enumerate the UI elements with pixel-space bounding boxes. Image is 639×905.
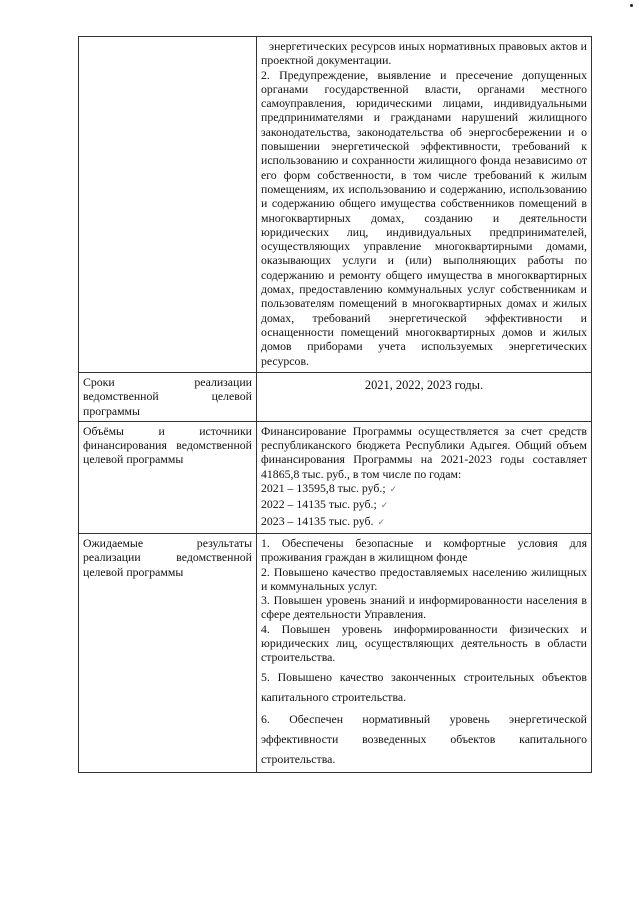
check-mark-icon: ✓ [380,501,389,512]
tasks-cell [257,37,592,373]
financing-cell [257,421,592,533]
financing-text: Финансирование Программы осуществляется за счет средств республиканского бюджета Республики Адыгея. Общий объем финансирования Программы на 2021-2023 годы составляет 41865,8 тыс. руб., в том числе по годам: [261,423,587,481]
result-item-5: 5. Повышено качество законченных строительных объектов капитального строительства. [261,669,587,704]
timeline-value: 2021, 2022, 2023 годы. [257,373,592,422]
result-item-6: 6. Обеспечен нормативный уровень энергетической эффективности возведенных объектов капитального строительства. [261,711,587,766]
tasks-paragraph-1: энергетических ресурсов иных нормативных правовых актов и проектной документации. [261,39,587,68]
check-mark-icon: ✓ [389,485,398,496]
table-row-timeline [79,373,592,422]
check-mark-icon: ✓ [377,517,386,528]
program-passport-table [78,36,592,773]
financing-label: Объёмы и источники финансирования ведомственной целевой программы [79,421,257,533]
table-row-results [79,533,592,772]
result-item-2: 2. Повышено качество предоставляемых населению жилищных и коммунальных услуг. [261,564,587,593]
financing-year-2022: 2022 – 14135 тыс. руб.; ✓ [261,497,587,513]
result-item-3: 3. Повышен уровень знаний и информированности населения в сфере деятельности Управления. [261,593,587,622]
results-label: Ожидаемые результаты реализации ведомственной целевой программы [79,533,257,772]
timeline-label: Сроки реализации ведомственной целевой программы [79,373,257,422]
results-cell [257,533,592,772]
tasks-paragraph-2: 2. Предупреждение, выявление и пресечение допущенных органами государственной власти, органами местного самоуправления, юридическими лицами, индивидуальными предпринимателями и гражданами нарушений жилищного законодательства, законодательства об энергосбережении и о повышении энергетической эффективности, требований к использованию и сохранности жилищного фонда независимо от его форм собственности, в том числе требований к жилым помещениям, их использованию и содержанию, использованию и содержанию общего имущества собственников помещений в многоквартирных домах, созданию и деятельности юридических лиц, индивидуальных предпринимателей, осуществляющих управление многоквартирными домами, оказывающих услуги и (или) выполняющих работы по содержанию и ремонту общего имущества в многоквартирных домах, предоставлению коммунальных услуг собственникам и пользователям помещений в многоквартирных домах и жилых домах, требований энергетической эффективности и оснащенности помещений многоквартирных домов и жилых домов приборами учета используемых энергетических ресурсов. [261,67,587,368]
table-row-financing [79,421,592,533]
table-row-tasks-continued [79,37,592,373]
financing-year-2023: 2023 – 14135 тыс. руб. ✓ [261,514,587,530]
scan-speck [630,4,633,7]
financing-year-2021: 2021 – 13595,8 тыс. руб.; ✓ [261,481,587,497]
result-item-4: 4. Повышен уровень информированности физических и юридических лиц, осуществляющих деятельность в области строительства. [261,621,587,665]
result-item-1: 1. Обеспечены безопасные и комфортные условия для проживания граждан в жилищном фонде [261,535,587,565]
row-label-empty [79,37,257,373]
